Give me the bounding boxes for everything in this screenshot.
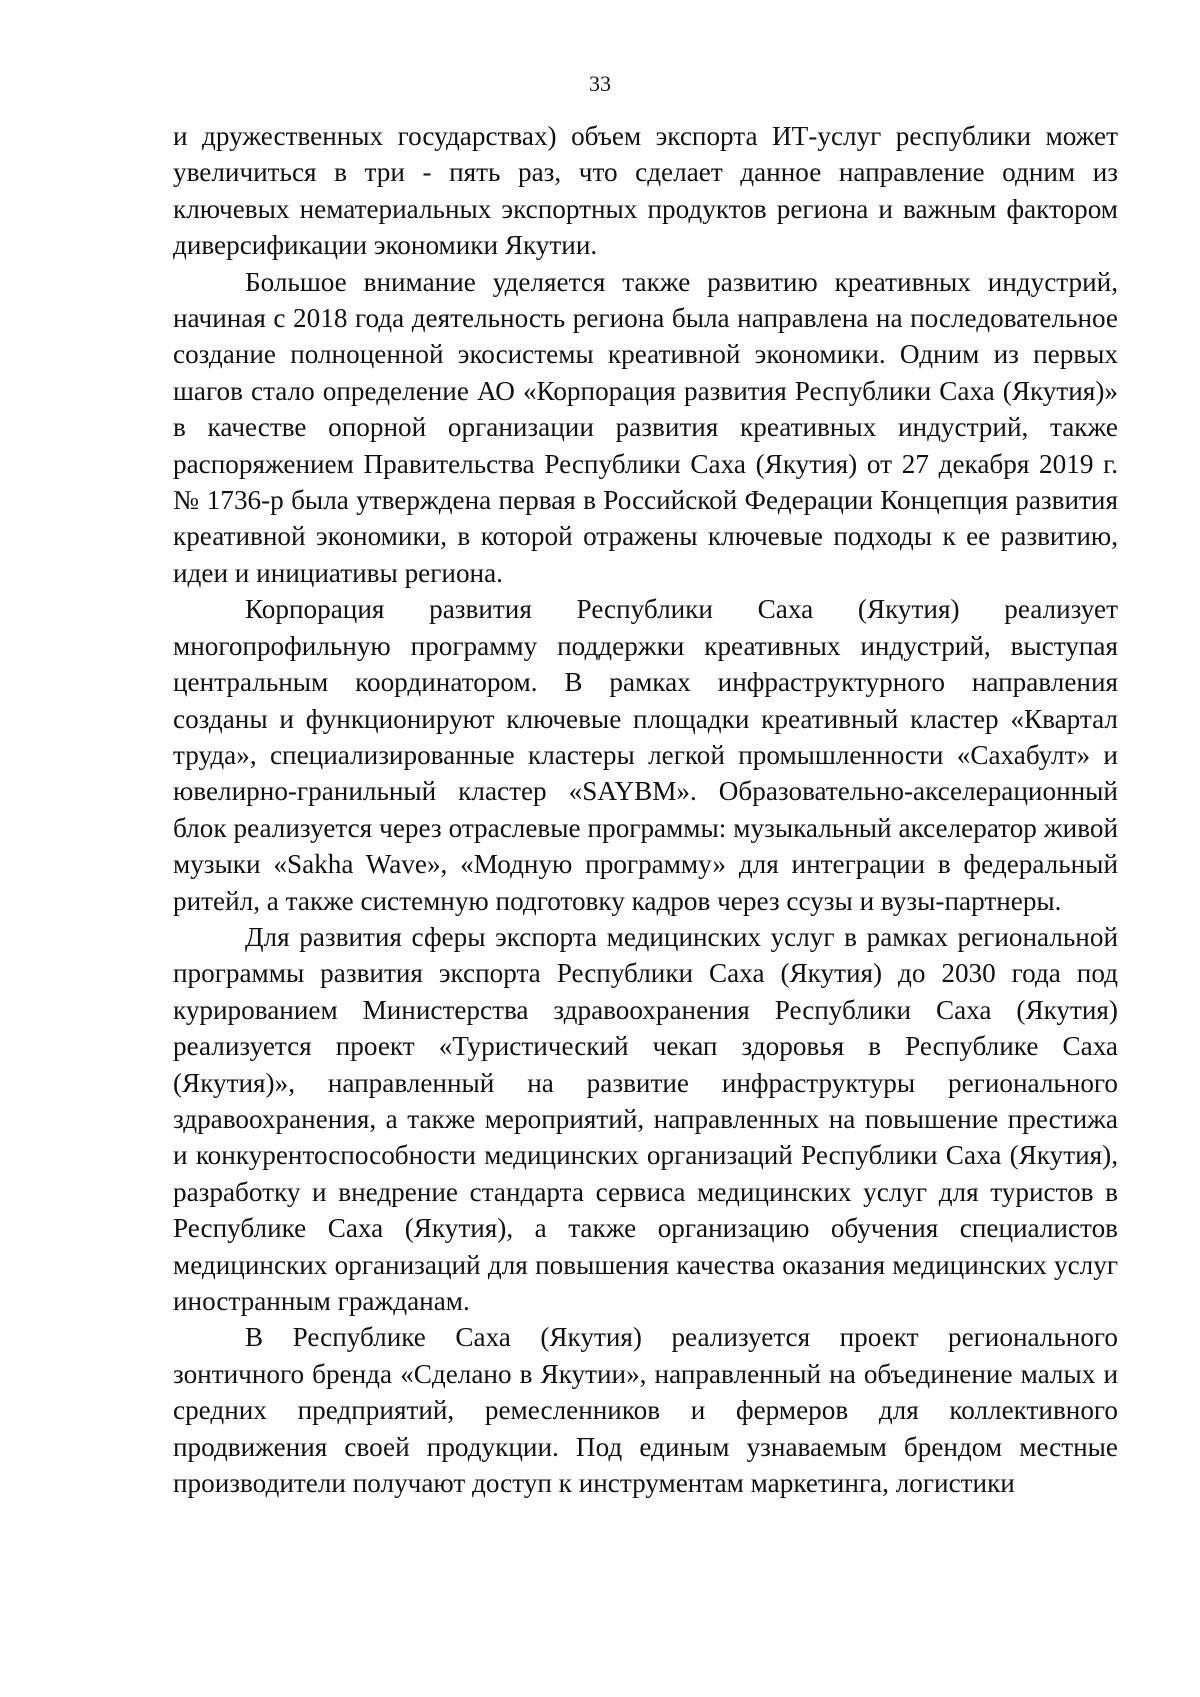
page-number: 33 [589, 71, 611, 96]
paragraph-regional-brand: В Республике Саха (Якутия) реализуется проект регионального зонтичного бренда «Сделано в Якутии», направленный на объединение малых и средних предприятий, ремесленников и фермеров для коллективного продвижения своей продукции. Под единым узнаваемым брендом местные производители получают доступ к инструментам маркетинга, логистики [173, 1322, 1118, 1499]
paragraph-continuation: и дружественных государствах) объем экспорта ИТ-услуг республики может увеличиться в три - пять раз, что сделает данное направление одним из ключевых нематериальных экспортных продуктов региона и важным фактором диверсификации экономики Якутии. [173, 121, 1118, 261]
paragraph-creative-industries: Большое внимание уделяется также развитию креативных индустрий, начиная с 2018 года деятельность региона была направлена на последовательное создание полноценной экосистемы креативной экономики. Одним из первых шагов стало определение АО «Корпорация развития Республики Саха (Якутия)» в качестве опорной организации развития креативных индустрий, также распоряжением Правительства Республики Саха (Якутия) от 27 декабря 2019 г. № 1736-р была утверждена первая в Российской Федерации Концепция развития креативной экономики, в которой отражены ключевые подходы к ее развитию, идеи и инициативы региона. [173, 266, 1118, 588]
paragraph-medical-export: Для развития сферы экспорта медицинских услуг в рамках региональной программы развития экспорта Республики Саха (Якутия) до 2030 года под курированием Министерства здравоохранения Республики Саха (Якутия) реализуется проект «Туристический чекап здоровья в Республике Саха (Якутия)», направленный на развитие инфраструктуры регионального здравоохранения, а также мероприятий, направленных на повышение престижа и конкурентоспособности медицинских организаций Республики Саха (Якутия), разработку и внедрение стандарта сервиса медицинских услуг для туристов в Республике Саха (Якутия), а также организацию обучения специалистов медицинских организаций для повышения качества оказания медицинских услуг иностранным гражданам. [173, 921, 1118, 1316]
paragraph-development-corporation: Корпорация развития Республики Саха (Якутия) реализует многопрофильную программу поддержки креативных индустрий, выступая центральным координатором. В рамках инфраструктурного направления созданы и функционируют ключевые площадки креативный кластер «Квартал труда», специализированные кластеры легкой промышленности «Сахабулт» и ювелирно-гранильный кластер «SAYBM». Образовательно-акселерационный блок реализуется через отраслевые программы: музыкальный акселератор живой музыки «Sakha Wave», «Модную программу» для интеграции в федеральный ритейл, а также системную подготовку кадров через ссузы и вузы-партнеры. [173, 594, 1118, 916]
document-body [173, 118, 1118, 1501]
